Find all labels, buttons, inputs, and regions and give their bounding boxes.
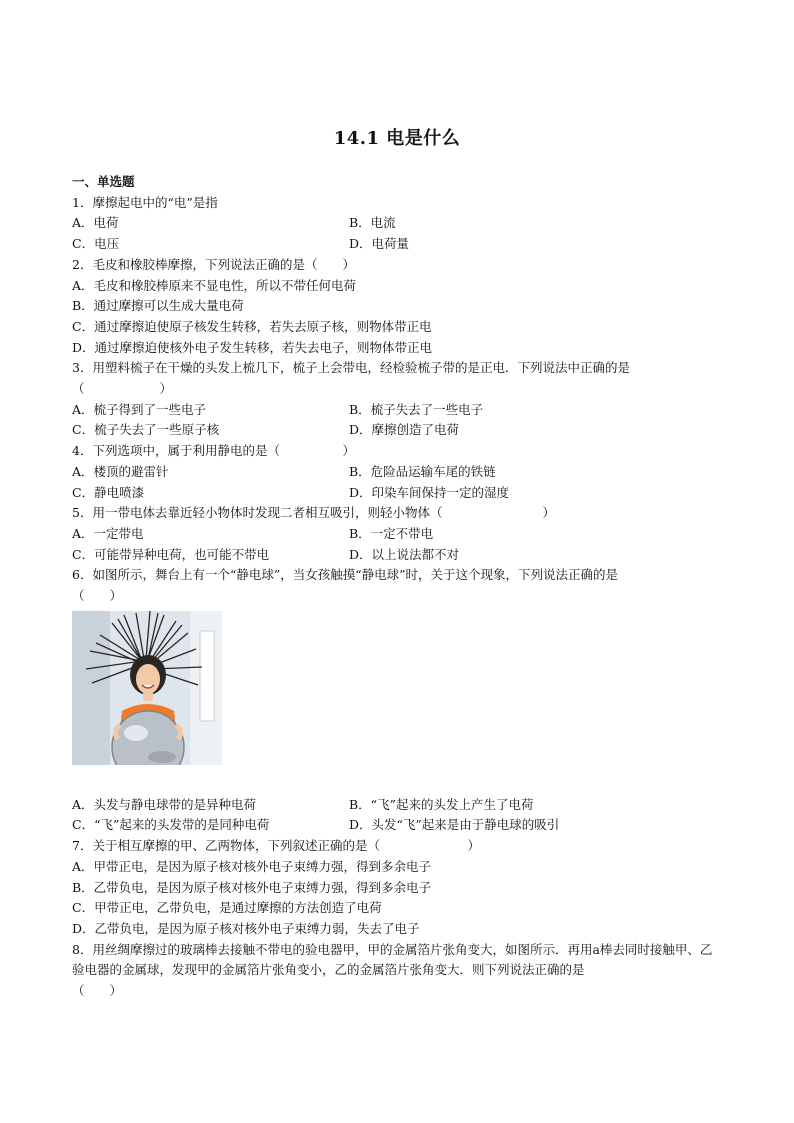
girl-static-ball-illustration	[72, 611, 222, 765]
static-ball-photo	[72, 611, 222, 765]
question-7	[72, 836, 722, 940]
question-stem-cont: （ ）	[72, 588, 123, 604]
options	[72, 400, 722, 441]
option-b[interactable]: B．一定不带电	[349, 525, 434, 541]
option-c[interactable]: C．甲带正电，乙带负电，是通过摩擦的方法创造了电荷	[72, 900, 382, 916]
question-stem: 6．如图所示，舞台上有一个“静电球”，当女孩触摸“静电球”时，关于这个现象，下列说法正确的是	[72, 567, 619, 583]
question-stem: 2．毛皮和橡胶棒摩擦，下列说法正确的是（ ）	[72, 256, 355, 272]
question-stem: 1．摩擦起电中的“电”是指	[72, 194, 218, 210]
option-b[interactable]: B．通过摩擦可以生成大量电荷	[72, 298, 244, 314]
option-c[interactable]: C．静电喷漆	[72, 484, 145, 500]
option-b[interactable]: B．“飞”起来的头发上产生了电荷	[349, 796, 534, 812]
question-stem: 4．下列选项中，属于利用静电的是（ ）	[72, 443, 355, 459]
option-d[interactable]: D．印染车间保持一定的湿度	[349, 484, 510, 500]
question-2	[72, 255, 722, 359]
option-a[interactable]: A．楼顶的避雷针	[72, 463, 169, 479]
option-b[interactable]: B．电流	[349, 215, 396, 231]
question-4	[72, 441, 722, 503]
option-c[interactable]: C．通过摩擦迫使原子核发生转移，若失去原子核，则物体带正电	[72, 318, 432, 334]
question-stem: 8．用丝绸摩擦过的玻璃棒去接触不带电的验电器甲，甲的金属箔片张角变大，如图所示．再用a棒去同时接触甲、乙验电器的金属球，发现甲的金属箔片张角变小，乙的金属箔片张角变大．则下列说法正确的是	[72, 941, 713, 978]
section-heading: 一、单选题	[72, 174, 135, 189]
option-a[interactable]: A．梳子得到了一些电子	[72, 401, 207, 417]
question-stem-cont: （ ）	[72, 381, 173, 397]
question-stem: 5．用一带电体去靠近轻小物体时发现二者相互吸引，则轻小物体（ ）	[72, 505, 555, 521]
question-3	[72, 358, 722, 441]
option-c[interactable]: C．梳子失去了一些原子核	[72, 422, 220, 438]
option-c[interactable]: C．“飞”起来的头发带的是同种电荷	[72, 817, 270, 833]
option-d[interactable]: D．以上说法都不对	[349, 546, 460, 562]
question-8	[72, 940, 722, 1002]
option-d[interactable]: D．通过摩擦迫使核外电子发生转移，若失去电子，则物体带正电	[72, 339, 433, 355]
options	[72, 213, 722, 254]
options	[72, 524, 722, 565]
option-a[interactable]: A．毛皮和橡胶棒原来不显电性，所以不带任何电荷	[72, 277, 357, 293]
question-stem: 3．用塑料梳子在干燥的头发上梳几下，梳子上会带电，经检验梳子带的是正电．下列说法中正确的是	[72, 360, 630, 376]
question-list	[72, 172, 722, 1002]
question-6	[72, 565, 722, 836]
option-d[interactable]: D．摩擦创造了电荷	[349, 422, 460, 438]
option-c[interactable]: C．可能带异种电荷，也可能不带电	[72, 546, 270, 562]
option-b[interactable]: B．危险品运输车尾的铁链	[349, 463, 496, 479]
page-title: 14.1 电是什么	[333, 128, 461, 149]
question-stem-cont: （ ）	[72, 983, 123, 999]
question-stem: 7．关于相互摩擦的甲、乙两物体，下列叙述正确的是（ ）	[72, 838, 480, 854]
option-b[interactable]: B．梳子失去了一些电子	[349, 401, 484, 417]
option-a[interactable]: A．电荷	[72, 215, 119, 231]
option-a[interactable]: A．一定带电	[72, 525, 144, 541]
options	[72, 462, 722, 503]
question-5	[72, 503, 722, 565]
option-a[interactable]: A．头发与静电球带的是异种电荷	[72, 796, 257, 812]
option-d[interactable]: D．头发“飞”起来是由于静电球的吸引	[349, 817, 560, 833]
option-b[interactable]: B．乙带负电，是因为原子核对核外电子束缚力强，得到多余电子	[72, 879, 432, 895]
options	[72, 795, 722, 836]
option-a[interactable]: A．甲带正电，是因为原子核对核外电子束缚力强，得到多余电子	[72, 858, 432, 874]
option-d[interactable]: D．乙带负电，是因为原子核对核外电子束缚力弱，失去了电子	[72, 920, 420, 936]
option-c[interactable]: C．电压	[72, 236, 120, 252]
option-d[interactable]: D．电荷量	[349, 236, 410, 252]
question-1	[72, 193, 722, 255]
